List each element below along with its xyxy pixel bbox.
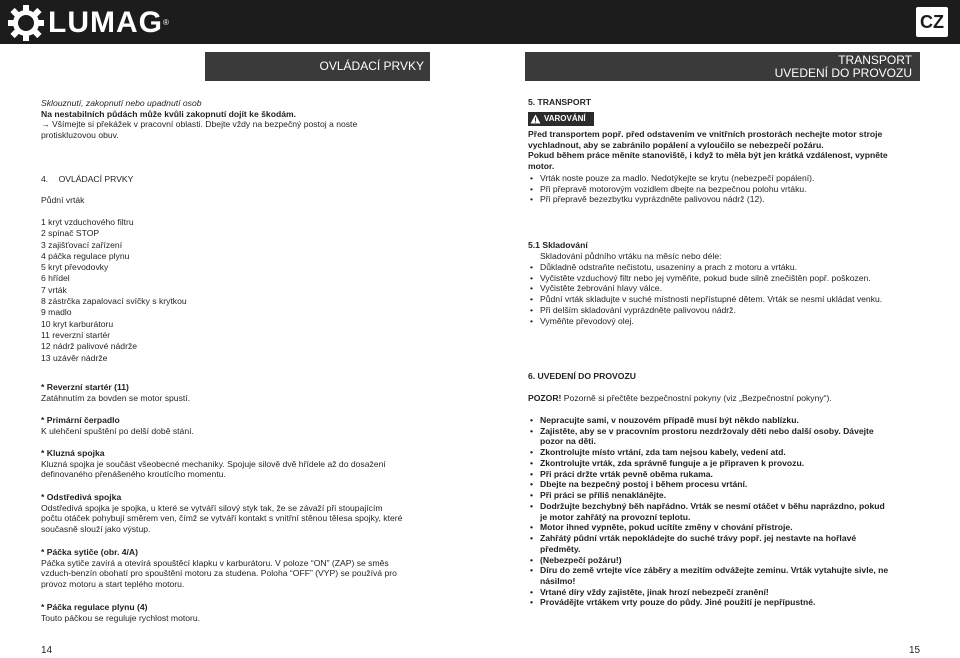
note-title: * Primární čerpadlo — [41, 415, 120, 425]
storage-bullets — [528, 262, 882, 326]
intro-line: protiskluzovou obuv. — [41, 130, 119, 141]
note-line: Odstředivá spojka je spojka, u které se vytváří silový styk tak, že se závaží při stoupajícím — [41, 502, 383, 513]
list-item: • Při práci se příliš nenaklánějte. — [528, 490, 888, 501]
note-block — [41, 415, 194, 436]
list-item: 3 zajišťovací zařízení — [41, 239, 123, 250]
storage-intro: Skladování půdního vrtáku na měsíc nebo déle: — [540, 251, 722, 261]
note-block — [41, 382, 190, 403]
transport-bullets — [528, 173, 814, 205]
section-4-heading — [41, 174, 133, 185]
note-line: Zatáhnutím za bovden se motor spustí. — [41, 392, 191, 403]
page-number-left: 14 — [41, 645, 53, 656]
list-item: • Zkontrolujte vrták, zda správně funguje a je připraven k provozu. — [528, 458, 888, 469]
list-item: • Nepracujte sami, v nouzovém případě musí být někdo nablízku. — [528, 415, 888, 426]
attention-label: POZOR! — [528, 393, 562, 403]
startup-heading: 6. UVEDENÍ DO PROVOZU — [528, 371, 636, 381]
list-item: 11 reverzní startér — [41, 329, 111, 340]
list-item: • Motor ihned vypněte, pokud ucítíte změny v chování přístroje. — [528, 522, 888, 533]
list-item: 6 hřídel — [41, 273, 70, 284]
note-line: počtu otáček pohybují směrem ven, čímž se vytváří kontakt s vnitřní stěnou tělesa spojky, které — [41, 513, 403, 524]
note-line: Touto páčkou se reguluje rychlost motoru. — [41, 612, 201, 623]
note-title: * Kluzná spojka — [41, 448, 105, 458]
attention-text: Pozorně si přečtěte bezpečnostní pokyny (viz „Bezpečnostní pokyny“). — [561, 393, 832, 403]
warning-line: vychladnout, aby se zabránilo popálení a vyloučilo se nebezpečí požáru. — [528, 139, 824, 150]
note-title: * Páčka regulace plynu (4) — [41, 602, 148, 612]
list-item: • Vyčistěte žebrování hlavy válce. — [528, 283, 882, 294]
list-item: • Při přepravě motorovým vozidlem dbejte na bezpečnou polohu vrtáku. — [528, 184, 814, 195]
note-title: * Páčka sytiče (obr. 4/A) — [41, 547, 138, 557]
note-line: současně slouží jako výstup. — [41, 524, 151, 535]
attention-line — [528, 393, 832, 404]
left-header-title: OVLÁDACÍ PRVKY — [319, 59, 424, 73]
note-line: Kluzná spojka je součást všeobecné mechaniky. Spojuje silově dvě hřídele až do dosažení — [41, 458, 386, 469]
subtitle: Půdní vrták — [41, 195, 85, 205]
note-block — [41, 448, 386, 480]
list-item: 1 kryt vzduchového filtru — [41, 217, 134, 227]
registered-mark: ® — [162, 18, 169, 27]
left-section-header — [205, 52, 430, 81]
warning-triangle-icon — [530, 114, 541, 124]
list-item: 7 vrták — [41, 284, 67, 295]
warning-badge — [528, 112, 594, 126]
note-block — [41, 547, 397, 590]
startup-bullets — [528, 415, 888, 608]
intro-block — [41, 98, 357, 141]
warning-label: VAROVÁNÍ — [544, 114, 586, 123]
note-line: Páčka sytiče zavírá a otevírá spouštěcí klapku v karburátoru. V poloze “ON” (ZAP) se směs — [41, 557, 389, 568]
list-item: • (Nebezpečí požáru!) — [528, 555, 888, 566]
intro-line: Sklouznutí, zakopnutí nebo upadnutí osob — [41, 98, 202, 108]
note-line: provoz motoru a start teplého motoru. — [41, 579, 185, 590]
list-item: 8 zástrčka zapalovací svíčky s krytkou — [41, 296, 187, 307]
parts-list — [41, 217, 187, 364]
note-title: * Odstředivá spojka — [41, 492, 122, 502]
transport-warning-text — [528, 129, 888, 172]
language-badge: CZ — [916, 7, 948, 37]
list-item: 12 nádrž palivové nádrže — [41, 341, 138, 352]
gear-logo-icon — [8, 5, 44, 41]
note-title: * Reverzní startér (11) — [41, 382, 129, 392]
section-number: 4. — [41, 174, 49, 184]
intro-line: → Všímejte si překážek v pracovní oblasti. Dbejte vždy na bezpečný postoj a noste — [41, 119, 358, 130]
list-item: • Důkladně odstraňte nečistotu, usazeniny a prach z motoru a vrtáku. — [528, 262, 882, 273]
list-item: 5 kryt převodovky — [41, 262, 109, 273]
list-item: 9 madlo — [41, 307, 72, 318]
list-item: • Zajistěte, aby se v pracovním prostoru nezdržovaly děti nebo další osoby. Dávejte pozor na děti. — [528, 426, 888, 447]
note-block — [41, 602, 200, 623]
right-section-header — [525, 52, 920, 81]
list-item: • Při delším skladování vyprázdněte palivovou nádrž. — [528, 305, 882, 316]
right-header-line1: TRANSPORT — [838, 53, 912, 67]
list-item: • Dodržujte bezchybný běh napřádno. Vrták se nesmí otáčet v běhu naprázdno, pokud je motor zahřátý na provozní teplotu. — [528, 501, 888, 522]
list-item: 10 kryt karburátoru — [41, 318, 114, 329]
list-item: • Vyměňte převodový olej. — [528, 316, 882, 327]
list-item: • Vrtané díry vždy zajistěte, jinak hrozí nebezpečí zranění! — [528, 587, 888, 598]
section-title: OVLÁDACÍ PRVKY — [58, 174, 134, 184]
note-block — [41, 492, 402, 535]
list-item: • Při práci držte vrták pevně oběma rukama. — [528, 469, 888, 480]
list-item: • Vyčistěte vzduchový filtr nebo jej vyměňte, pokud bude silně znečištěn popř. poškozen. — [528, 273, 882, 284]
list-item: • Provádějte vrtákem vrty pouze do půdy. Jiné použití je nepřípustné. — [528, 597, 888, 608]
list-item: 2 spínač STOP — [41, 228, 100, 239]
list-item: 13 uzávěr nádrže — [41, 352, 108, 363]
list-item: • Dbejte na bezpečný postoj i během procesu vrtání. — [528, 479, 888, 490]
warning-line: Pokud během práce měníte stanoviště, i když to měla být jen krátká vzdálenost, vypněte — [528, 150, 888, 161]
list-item: • Zkontrolujte místo vrtání, zda tam nejsou kabely, vedení atd. — [528, 447, 888, 458]
top-bar — [0, 0, 960, 44]
list-item: • Díru do země vrtejte více záběry a mezitím odvážejte zeminu. Vrták vytahujte sivle, ne násilmo! — [528, 565, 888, 586]
brand-name: LUMAG — [48, 6, 163, 40]
intro-line: Na nestabilních půdách může kvůli zakopnutí dojít ke škodám. — [41, 108, 296, 119]
warning-line: Před transportem popř. před odstavením ve vnitřních prostorách nechejte motor stroje — [528, 129, 883, 139]
list-item: • Vrták noste pouze za madlo. Nedotýkejte se krytu (nebezpečí popálení). — [528, 173, 814, 184]
note-line: vzduch-benzín obohatí pro spouštění motoru za studena. Poloha “OFF” (VYP) se používá pro — [41, 568, 397, 579]
note-line: K ulehčení spuštění po delší době stání. — [41, 425, 194, 436]
warning-line: motor. — [528, 161, 555, 172]
storage-heading: 5.1 Skladování — [528, 240, 588, 250]
right-header-line2: UVEDENÍ DO PROVOZU — [774, 66, 912, 80]
list-item: • Zahřátý půdní vrták nepokládejte do suché trávy popř. jej nestavte na hořlavé předměty. — [528, 533, 888, 554]
note-line: definovaného přenášeného kroutícího momentu. — [41, 469, 226, 480]
page-number-right: 15 — [909, 645, 921, 656]
logo — [8, 4, 169, 42]
list-item: 4 páčka regulace plynu — [41, 250, 130, 261]
transport-heading: 5. TRANSPORT — [528, 97, 592, 107]
list-item: • Půdní vrták skladujte v suché místnosti nepřístupné dětem. Vrták se nesmí ukládat venku. — [528, 294, 882, 305]
list-item: • Při přepravě bezezbytku vyprázdněte palivovou nádrž (12). — [528, 194, 814, 205]
